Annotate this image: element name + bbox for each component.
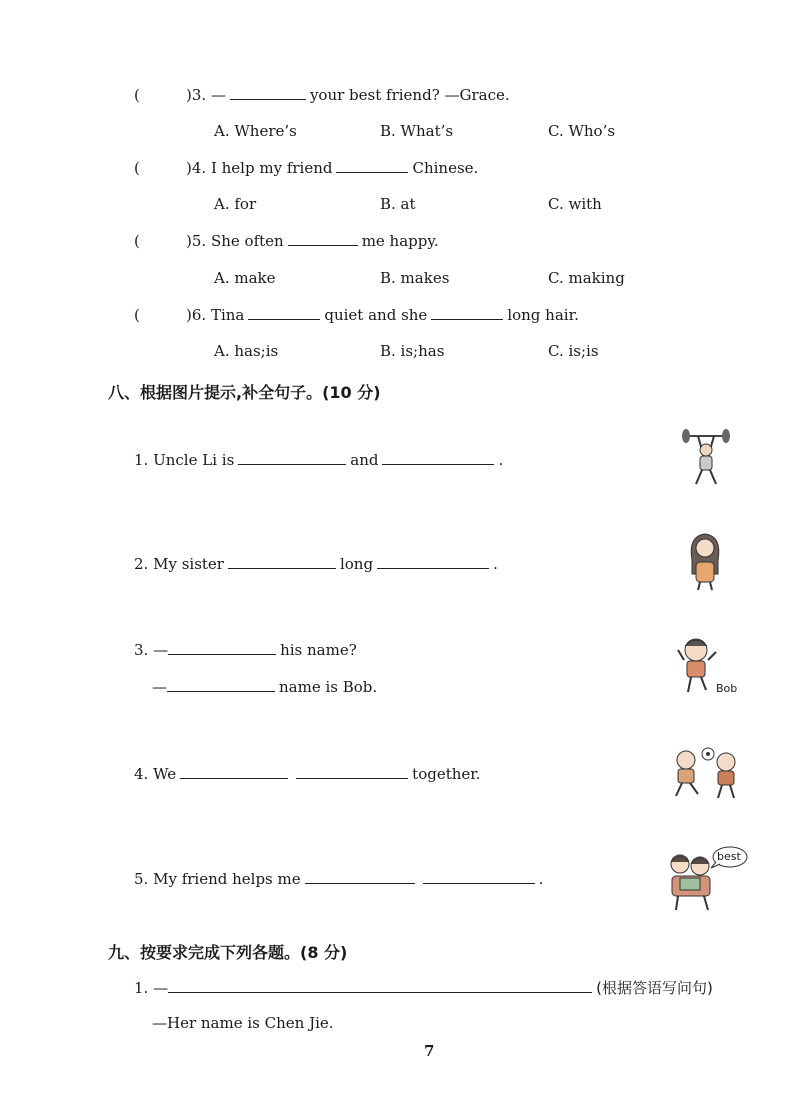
question-text: She often [210, 232, 284, 250]
question-number: )3. [186, 86, 207, 104]
answer-blank[interactable] [228, 567, 336, 569]
option-b: B. makes [380, 269, 450, 287]
section-8-title: 八、根据图片提示,补全句子。(10 分) [108, 383, 381, 402]
option-a: A. make [214, 269, 276, 287]
item-text: and [350, 451, 379, 469]
question-6 [186, 306, 579, 324]
answer-blank[interactable] [336, 171, 408, 173]
item-text: long [339, 555, 374, 573]
item-text: We [153, 765, 177, 783]
s8-item-2 [134, 555, 498, 573]
answer-blank[interactable] [431, 318, 503, 320]
answer-blank[interactable] [377, 567, 489, 569]
answer-blank[interactable] [238, 463, 346, 465]
item-text: . [498, 451, 504, 469]
answer-blank[interactable] [168, 991, 592, 993]
item-number: 1. [134, 451, 149, 469]
instruction-hint: (根据答语写问句) [596, 979, 713, 997]
option-c: C. with [548, 195, 602, 213]
answer-blank[interactable] [167, 690, 275, 692]
answer-blank[interactable] [288, 244, 358, 246]
question-text: long hair. [507, 306, 579, 324]
s8-item-4 [134, 765, 481, 783]
question-text: your best friend? —Grace. [309, 86, 510, 104]
option-a: A. for [214, 195, 257, 213]
question-number: )5. [186, 232, 207, 250]
item-number: 4. [134, 765, 149, 783]
answer-blank[interactable] [382, 463, 494, 465]
question-text: me happy. [361, 232, 439, 250]
section-9-title: 九、按要求完成下列各题。(8 分) [108, 943, 348, 962]
s8-item-1 [134, 451, 503, 469]
dash: — [153, 641, 169, 659]
bob-boy-picture [676, 634, 720, 696]
question-5 [186, 232, 439, 250]
option-b: B. at [380, 195, 416, 213]
page-number: 7 [424, 1042, 435, 1060]
answer-blank[interactable] [423, 882, 535, 884]
question-3 [186, 86, 510, 104]
bob-label: Bob [716, 682, 738, 695]
question-text: Chinese. [412, 159, 479, 177]
answer-paren: ( [134, 232, 140, 250]
answer-blank[interactable] [230, 98, 306, 100]
best-label: best [717, 850, 741, 863]
item-number: 5. [134, 870, 149, 888]
item-text: name is Bob. [279, 678, 378, 696]
weightlifter-picture [678, 424, 734, 490]
s9-answer: —Her name is Chen Jie. [152, 1014, 334, 1032]
s9-question-1 [134, 977, 713, 998]
long-hair-girl-picture [684, 530, 726, 592]
item-number: 1. — [134, 979, 169, 997]
option-c: C. is;is [548, 342, 599, 360]
answer-paren: ( [134, 86, 140, 104]
item-text: together. [412, 765, 481, 783]
option-a: A. has;is [214, 342, 279, 360]
question-text: Tina [210, 306, 245, 324]
answer-paren: ( [134, 306, 140, 324]
item-number: 3. [134, 641, 149, 659]
item-text: My friend helps me [153, 870, 301, 888]
answer-blank[interactable] [168, 653, 276, 655]
dash: — [152, 678, 167, 696]
item-text: Uncle Li is [153, 451, 235, 469]
s8-item-3-line2 [152, 678, 377, 696]
question-number: )4. [186, 159, 207, 177]
question-4 [186, 159, 478, 177]
item-text: My sister [153, 555, 224, 573]
question-text: I help my friend [210, 159, 333, 177]
item-text: . [493, 555, 498, 573]
item-text: . [538, 870, 544, 888]
option-c: C. Who’s [548, 122, 616, 140]
answer-blank[interactable] [305, 882, 415, 884]
answer-paren: ( [134, 159, 140, 177]
s8-item-3-line1 [134, 641, 357, 659]
option-b: B. is;has [380, 342, 445, 360]
answer-blank[interactable] [180, 777, 288, 779]
s8-item-5 [134, 870, 543, 888]
playing-football-picture [668, 742, 744, 802]
answer-blank[interactable] [296, 777, 408, 779]
answer-blank[interactable] [248, 318, 320, 320]
option-c: C. making [548, 269, 625, 287]
item-number: 2. [134, 555, 149, 573]
question-number: )6. [186, 306, 207, 324]
item-text: his name? [280, 641, 357, 659]
question-text: — [210, 86, 226, 104]
option-a: A. Where’s [214, 122, 297, 140]
question-text: quiet and she [324, 306, 428, 324]
option-b: B. What’s [380, 122, 454, 140]
